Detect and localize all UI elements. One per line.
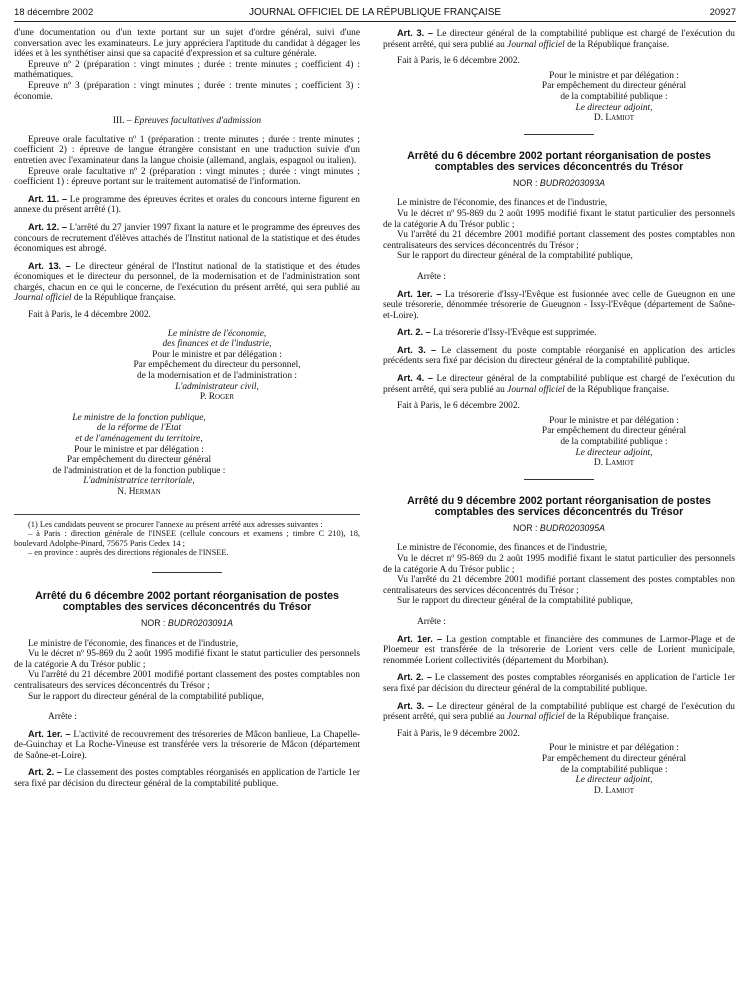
separator [524, 134, 594, 135]
arrete-heading: Arrête : [417, 616, 446, 627]
paragraph: Epreuve orale facultative nº 2 (préparation : vingt minutes ; durée : vingt minutes ; coefficient 1) : épreuve portant sur le traitement automatisé de l'information. [14, 166, 360, 188]
article-text: Le programme des épreuves écrites et orales du concours interne figurent en annexe du présent arrêté (1). [14, 194, 360, 216]
article-text: Le classement des postes comptables réorganisés en application de l'article 1er sera fixé par décision du directeur général de la comptabilité publique. [383, 673, 735, 694]
article-label: Art. 3. – [397, 28, 433, 38]
article-label: Art. 13. – [28, 260, 71, 271]
footnote-text: – à Paris : direction générale de l'INSEE (cellule concours et examens ; timbre C 210), 18, boulevard Adolphe-Pinard, 75675 Paris Cedex 14 ; [14, 529, 360, 548]
signature-line: de la réforme de l'Etat [96, 423, 182, 434]
signature-line: Le directeur adjoint, [575, 102, 653, 113]
signature-block [74, 329, 360, 403]
article-label: Art. 1er. – [397, 288, 442, 299]
signature-line: et de l'aménagement du territoire, [75, 434, 203, 444]
left-column [14, 28, 360, 790]
article-1 [14, 729, 360, 762]
separator [152, 572, 222, 573]
paragraph: Epreuve orale facultative nº 1 (préparation : trente minutes ; durée : trente minutes ; coefficient 2) : épreuve de langue étrangère consistant en une traduction suivie d'un entretien avec l'examinateur dans la langue choisie (allemand, anglais, espagnol ou italien). [14, 134, 360, 166]
signature-line: Le ministre de la fonction publique, [72, 412, 206, 423]
article-text: L'arrêté du 27 janvier 1997 fixant la nature et le programme des épreuves des concours de recrutement d'élèves attachés de l'Institut national de la statistique et des études économiques est abrogé. [14, 222, 360, 255]
paragraph: Vu l'arrêté du 21 décembre 2001 modifié portant classement des postes comptables non centralisateurs des services déconcentrés du Trésor ; [14, 670, 360, 691]
fait-a-paris: Fait à Paris, le 6 décembre 2002. [397, 56, 520, 67]
footnote-text: – en province : auprès des directions régionales de l'INSEE. [28, 548, 229, 558]
article-label: Art. 12. – [28, 221, 67, 232]
nor-label: NOR : [513, 522, 538, 533]
signature-line: Le ministre de l'économie, [167, 328, 267, 339]
section-title: Epreuves facultatives d'admission [133, 116, 262, 127]
signature-block [14, 413, 264, 498]
article-text: Le classement des postes comptables réorganisés en application de l'article 1er sera fixé par décision du directeur général de la comptabilité publique. [14, 768, 361, 790]
nor-reference [14, 618, 360, 629]
nor-label: NOR : [513, 177, 538, 188]
article-label: Art. 3. – [397, 344, 437, 355]
decree-title: Arrêté du 9 décembre 2002 portant réorganisation de postes comptables des services déconcentrés du Trésor [407, 494, 711, 518]
article-text: de la République française. [567, 39, 670, 50]
signature-line: de la comptabilité publique : [560, 764, 668, 775]
nor-code: BUDR0203091A [167, 617, 233, 628]
arrete-heading: Arrête : [417, 271, 446, 282]
article-4 [383, 373, 735, 395]
article-1 [383, 289, 735, 322]
signature-line: L'administrateur civil, [175, 381, 259, 392]
signatory-name: N. Herman [117, 486, 161, 497]
article-2 [14, 767, 360, 789]
separator [524, 479, 594, 480]
paragraph: Epreuve nº 3 (préparation : vingt minutes ; durée : trente minutes ; coefficient 3) : économie. [14, 80, 360, 102]
signatory-name: P. Roger [199, 392, 235, 403]
signature-line: L'administratrice territoriale, [83, 476, 195, 487]
article-text: L'activité de recouvrement des trésoreries de Mâcon banlieue, La Chapelle-de-Guinchay et La Roche-Vineuse est transférée vers la trésorerie de Mâcon (département de Saône-et-Loire). [14, 729, 360, 761]
article-2 [383, 327, 735, 339]
article-text: Le directeur général de la comptabilité publique est chargé de l'exécution du présent arrêté, qui sera publié au [383, 701, 735, 723]
signature-line: Par empêchement du directeur général [541, 81, 687, 92]
signature-line: de la comptabilité publique : [560, 91, 668, 102]
article-label: Art. 1er. – [397, 633, 443, 644]
article-label: Art. 2. – [397, 672, 432, 683]
article-text: de la République française. [73, 293, 176, 304]
article-text: de la République française. [567, 712, 670, 723]
paragraph: Sur le rapport du directeur général de la comptabilité publique, [397, 596, 633, 607]
nor-code: BUDR0203093A [539, 177, 605, 188]
footnote [14, 520, 360, 558]
paragraph: Sur le rapport du directeur général de la comptabilité publique, [397, 251, 633, 262]
signature-line: Par empêchement du directeur général [541, 426, 687, 437]
article-text: Le classement du poste comptable réorganisé en application des articles précédents sera fixé par décision du directeur général de la comptabilité publique. [383, 345, 736, 367]
article-text: La gestion comptable et financière des communes de Larmor-Plage et de Ploemeur est transférée de la trésorerie de Lorient vers celle de Lorient municipale, renommée Lorient collectivités (département du Morbihan). [383, 634, 735, 666]
article-text: Le directeur général de la comptabilité publique est chargé de l'exécution du présent arrêté, qui sera publié au [383, 29, 735, 50]
signature-line: des finances et de l'industrie, [162, 339, 272, 350]
article-text: Le directeur général de la comptabilité publique est chargé de l'exécution du présent arrêté, qui sera publié au [383, 374, 735, 395]
article-12 [14, 222, 360, 255]
paragraph: Vu le décret nº 95-869 du 2 août 1995 modifié fixant le statut particulier des personnels de la catégorie A du Trésor public ; [14, 649, 360, 670]
signature-block [493, 416, 735, 469]
signature-line: Par empêchement du directeur du personnel, [133, 360, 301, 371]
article-text: La trésorerie d'Issy-l'Evêque est supprimée. [433, 328, 597, 339]
signatory-name: D. Lamiot [593, 458, 635, 469]
decree-title: Arrêté du 6 décembre 2002 portant réorganisation de postes comptables des services déconcentrés du Trésor [407, 149, 711, 173]
nor-reference [383, 523, 735, 534]
article-label: Art. 2. – [397, 327, 431, 338]
paragraph: d'une documentation ou d'un texte portant sur un sujet d'ordre général, suivi d'une conversation avec les examinateurs. Le jury appréciera l'aptitude du candidat à dégager les idées et à les synthétiser ainsi que sa capacité d'expression et sa culture générale. [14, 28, 360, 60]
article-1 [383, 634, 735, 667]
journal-name: Journal officiel [507, 384, 565, 395]
signature-line: Pour le ministre et par délégation : [74, 444, 204, 455]
article-3 [383, 28, 735, 50]
nor-reference [383, 178, 735, 189]
nor-label: NOR : [141, 617, 166, 628]
signature-block [493, 71, 735, 124]
footnote-text: (1) Les candidats peuvent se procurer l'annexe au présent arrêté aux adresses suivantes : [28, 519, 323, 529]
article-11 [14, 194, 360, 216]
journal-name: Journal officiel [14, 293, 72, 304]
signatory-name: D. Lamiot [593, 113, 635, 124]
header-date: 18 décembre 2002 [14, 7, 94, 18]
article-label: Art. 1er. – [28, 728, 71, 739]
article-label: Art. 4. – [397, 373, 433, 384]
signatory-name: D. Lamiot [593, 785, 635, 796]
paragraph: Le ministre de l'économie, des finances et de l'industrie, [397, 198, 608, 209]
signature-line: Le directeur adjoint, [575, 775, 653, 786]
article-label: Art. 2. – [28, 767, 62, 778]
journal-name: Journal officiel [507, 712, 565, 723]
signature-line: Pour le ministre et par délégation : [549, 70, 679, 81]
signature-line: Par empêchement du directeur général [541, 753, 687, 764]
page-header [14, 6, 736, 20]
paragraph: Le ministre de l'économie, des finances et de l'industrie, [28, 638, 239, 649]
header-rule [14, 21, 736, 22]
article-text: Le directeur général de l'Institut national de la statistique et des études économiques et le directeur du personnel, de la modernisation et de l'administration sont chargés, chacun en ce qui le concerne, de l'exécution du présent arrêté, qui sera publié au [14, 261, 360, 293]
paragraph: Epreuve nº 2 (préparation : vingt minutes ; durée : trente minutes ; coefficient 4) : mathématiques. [14, 59, 360, 81]
article-2 [383, 672, 735, 694]
right-column [383, 28, 735, 796]
signature-block [493, 743, 735, 796]
paragraph: Vu l'arrêté du 21 décembre 2001 modifié portant classement des postes comptables non centralisateurs des services déconcentrés du Trésor ; [383, 575, 735, 596]
signature-line: de la comptabilité publique : [560, 437, 668, 448]
signature-line: Le directeur adjoint, [575, 447, 653, 458]
article-3 [383, 701, 735, 723]
article-text: La trésorerie d'Issy-l'Evêque est fusionnée avec celle de Gueugnon en une seule trésorerie, dénommée trésorerie de Gueugnon - Issy-l'Evêque (département de Saône-et-Loire). [383, 289, 735, 321]
paragraph: Vu le décret nº 95-869 du 2 août 1995 modifié fixant le statut particulier des personnels de la catégorie A du Trésor public ; [383, 208, 735, 230]
journal-name: Journal officiel [507, 39, 565, 50]
fait-a-paris: Fait à Paris, le 4 décembre 2002. [28, 310, 151, 321]
arrete-heading: Arrête : [48, 712, 77, 723]
section-heading [14, 116, 360, 127]
signature-line: Pour le ministre et par délégation : [549, 415, 679, 426]
fait-a-paris: Fait à Paris, le 6 décembre 2002. [397, 401, 520, 412]
section-number: III. – [112, 116, 132, 127]
nor-code: BUDR0203095A [539, 522, 605, 533]
fait-a-paris: Fait à Paris, le 9 décembre 2002. [397, 728, 520, 739]
signature-line: Pour le ministre et par délégation : [549, 743, 679, 754]
footnote-rule [14, 514, 360, 515]
signature-line: Pour le ministre et par délégation : [152, 349, 282, 360]
article-13 [14, 261, 360, 304]
header-page-number: 20927 [709, 7, 736, 18]
paragraph: Vu le décret nº 95-869 du 2 août 1995 modifié fixant le statut particulier des personnels de la catégorie A du Trésor public ; [383, 554, 735, 575]
article-label: Art. 3. – [397, 700, 433, 711]
article-label: Art. 11. – [28, 193, 68, 204]
paragraph: Vu l'arrêté du 21 décembre 2001 modifié portant classement des postes comptables non centralisateurs des services déconcentrés du Trésor ; [383, 230, 735, 251]
article-text: de la République française. [567, 384, 670, 395]
paragraph: Sur le rapport du directeur général de la comptabilité publique, [28, 691, 264, 702]
paragraph: Le ministre de l'économie, des finances et de l'industrie, [397, 543, 608, 554]
signature-line: Par empêchement du directeur général [66, 455, 212, 466]
article-3 [383, 345, 735, 367]
decree-title: Arrêté du 6 décembre 2002 portant réorganisation de postes comptables des services déconcentrés du Trésor [35, 589, 339, 613]
header-title: JOURNAL OFFICIEL DE LA RÉPUBLIQUE FRANÇAISE [248, 7, 502, 18]
signature-line: de la modernisation et de l'administration : [137, 371, 297, 382]
signature-line: de l'administration et de la fonction publique : [52, 465, 226, 476]
